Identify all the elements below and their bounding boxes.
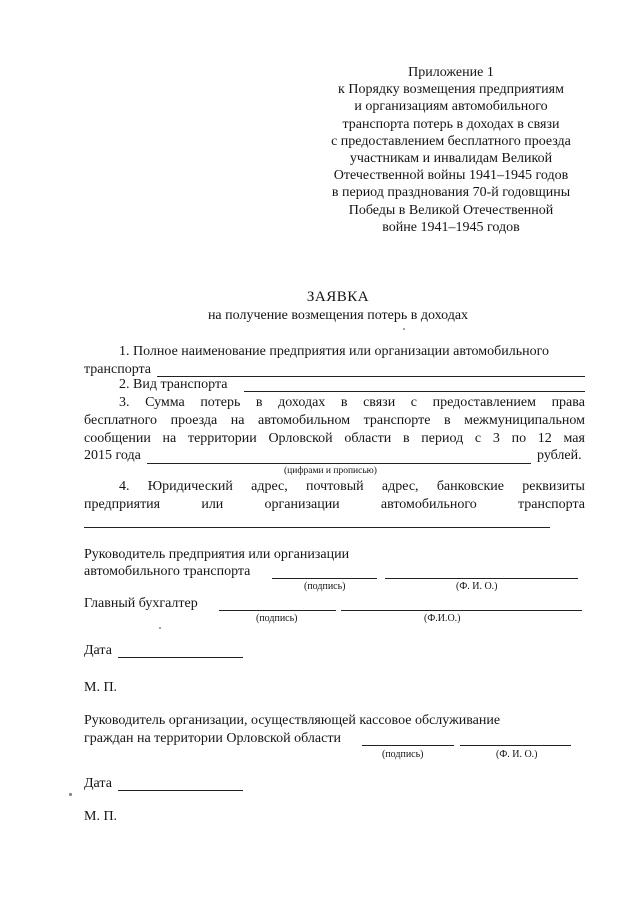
scan-speck <box>159 627 161 629</box>
accountant-name-hint: (Ф.И.О.) <box>424 613 461 624</box>
appendix-line: в период празднования 70-й годовщины <box>331 185 571 201</box>
item3-line2: бесплатного проезда на автомобильном транспорте в межмуниципальном <box>84 413 585 428</box>
stamp1-label: М. П. <box>84 680 118 695</box>
cashier-line1: Руководитель организации, осуществляющей кассовое обслуживание <box>84 713 501 728</box>
appendix-line: и организациям автомобильного <box>354 99 548 115</box>
accountant-label: Главный бухгалтер <box>84 596 198 611</box>
head-signature-line2: автомобильного транспорта <box>84 564 251 579</box>
appendix-line: войне 1941–1945 годов <box>382 219 520 235</box>
cashier-name-line[interactable] <box>460 745 571 746</box>
item3-line1: 3. Сумма потерь в доходах в связи с предоставлением права <box>119 395 585 410</box>
item2-fill-line[interactable] <box>244 391 585 392</box>
cashier-sign-line[interactable] <box>362 745 454 746</box>
scan-speck <box>403 328 405 330</box>
item3-currency: рублей. <box>537 448 582 463</box>
accountant-name-line[interactable] <box>341 610 582 611</box>
item3-hint: (цифрами и прописью) <box>284 466 377 476</box>
head-sign-line[interactable] <box>272 578 377 579</box>
item1-line1: 1. Полное наименование предприятия или организации автомобильного <box>119 344 550 359</box>
cashier-sign-hint: (подпись) <box>382 749 424 760</box>
head-name-line[interactable] <box>385 578 578 579</box>
date1-line[interactable] <box>118 657 243 658</box>
appendix-line: Приложение 1 <box>408 65 494 80</box>
appendix-line: с предоставлением бесплатного проезда <box>331 133 571 149</box>
date1-label: Дата <box>84 643 112 658</box>
accountant-sign-line[interactable] <box>219 610 336 611</box>
accountant-sign-hint: (подпись) <box>256 613 298 624</box>
appendix-line: транспорта потерь в доходах в связи <box>342 116 560 132</box>
cashier-line2: граждан на территории Орловской области <box>84 731 341 746</box>
item4-line1: 4. Юридический адрес, почтовый адрес, банковские реквизиты <box>119 479 585 494</box>
appendix-line: Отечественной войны 1941–1945 годов <box>333 168 569 184</box>
date2-line[interactable] <box>118 790 243 791</box>
head-signature-line1: Руководитель предприятия или организации <box>84 547 350 562</box>
document-title: ЗАЯВКА <box>306 289 370 305</box>
date2-label: Дата <box>84 776 112 791</box>
appendix-line: Победы в Великой Отечественной <box>348 202 554 218</box>
document-subtitle: на получение возмещения потерь в доходах <box>207 308 469 323</box>
appendix-line: к Порядку возмещения предприятиям <box>338 82 564 98</box>
appendix-header <box>318 64 584 236</box>
item3-line3: сообщении на территории Орловской области в период с 3 по 12 мая <box>84 431 585 446</box>
item4-fill-line[interactable] <box>84 527 550 528</box>
stamp2-label: М. П. <box>84 809 118 824</box>
appendix-line: участникам и инвалидам Великой <box>349 151 553 167</box>
cashier-name-hint: (Ф. И. О.) <box>496 749 538 760</box>
item2-label: 2. Вид транспорта <box>119 377 228 392</box>
item3-year: 2015 года <box>84 448 141 463</box>
item3-amount-line[interactable] <box>147 463 531 464</box>
scan-speck <box>69 793 72 796</box>
item4-line2: предприятия или организации автомобильного транспорта <box>84 497 585 512</box>
item1-line2: транспорта <box>84 362 152 377</box>
head-sign-hint: (подпись) <box>304 581 346 592</box>
head-name-hint: (Ф. И. О.) <box>456 581 498 592</box>
